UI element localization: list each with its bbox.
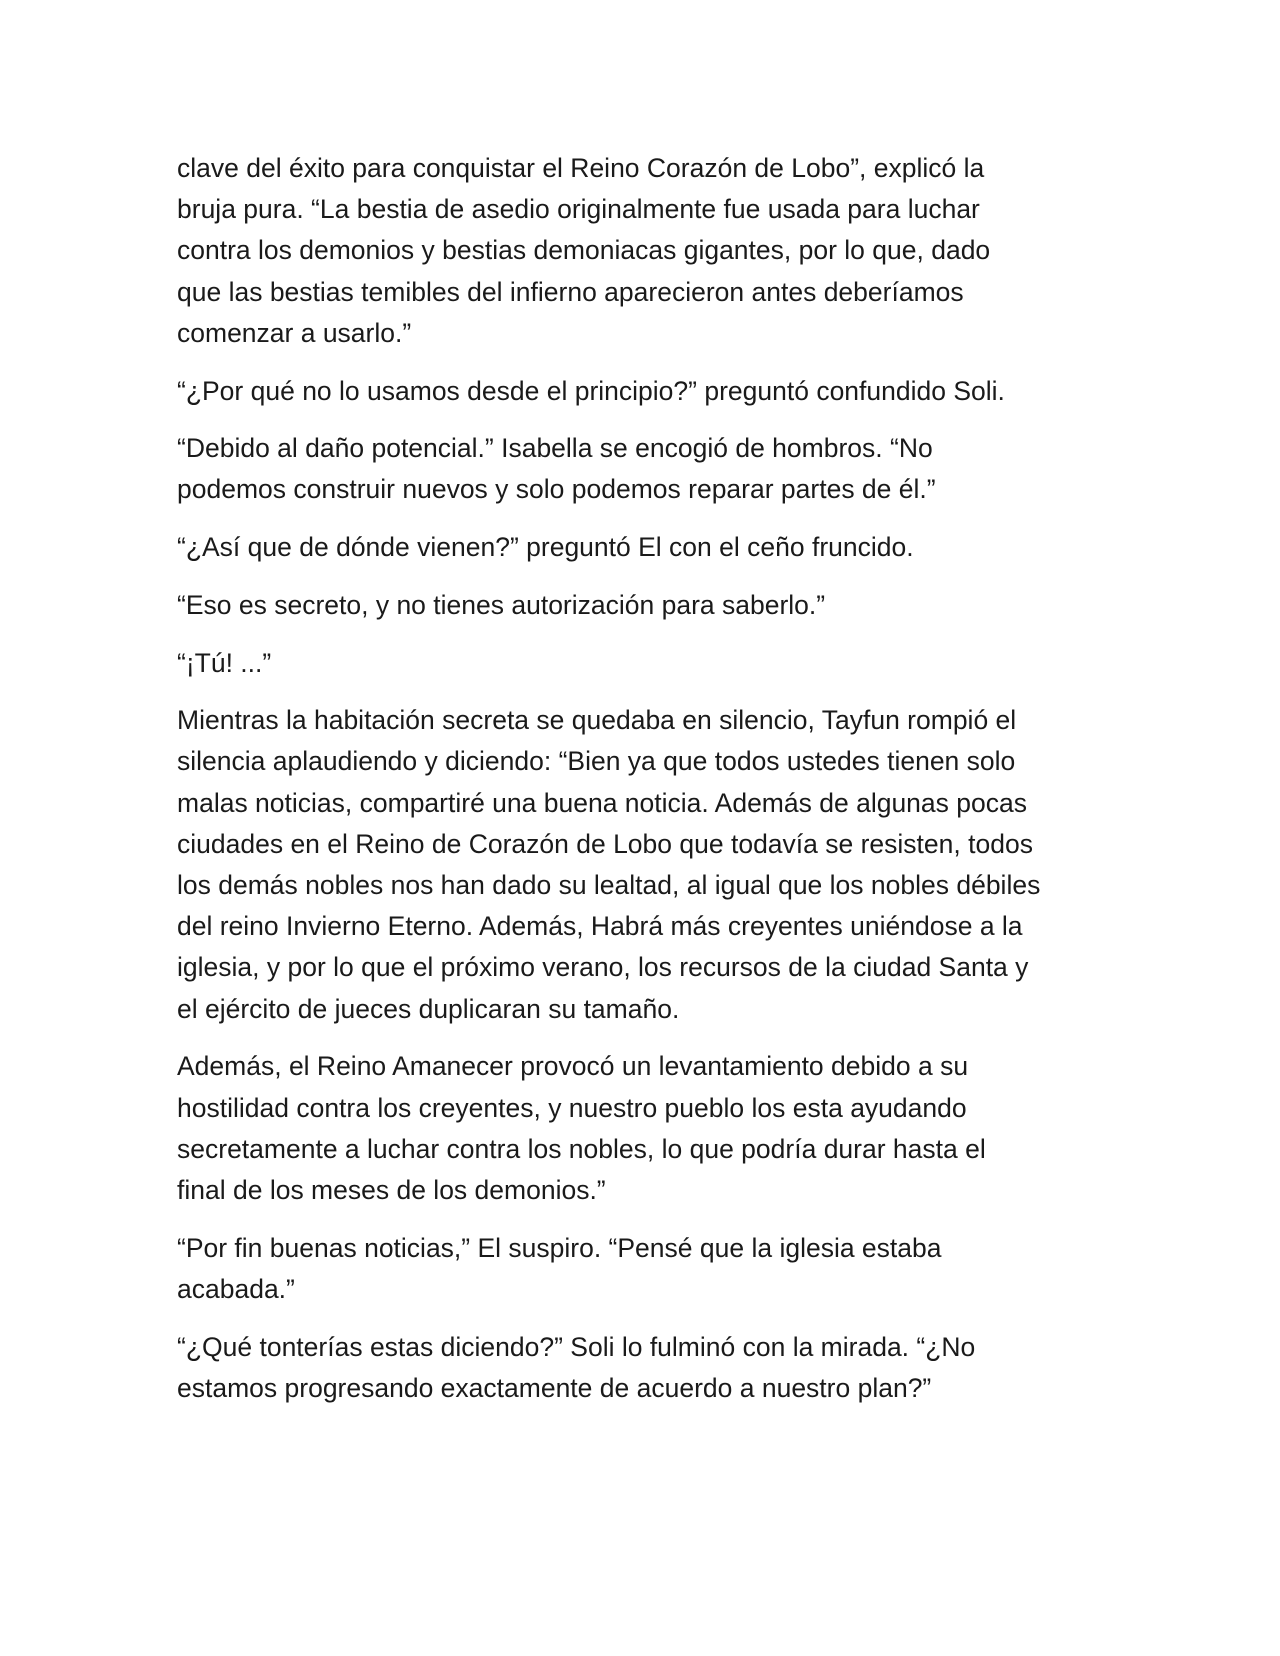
paragraph-2: “¿Por qué no lo usamos desde el principio?” preguntó confundido Soli. [177,375,1005,406]
paragraph-3: “Debido al daño potencial.” Isabella se encogió de hombros. “No podemos construir nuevos y solo podemos reparar partes de él.” [177,433,936,505]
paragraph-7: Mientras la habitación secreta se quedaba en silencio, Tayfun rompió el silencia aplaudiendo y diciendo: “Bien ya que todos ustedes tienen solo malas noticias, compartiré una buena noticia. Además de algunas pocas ciudades en el Reino de Corazón de Lobo que todavía se resisten, todos los demás nobles nos han dado su lealtad, al igual que los nobles débiles del reino Invierno Eterno. Además, Habrá más creyentes uniéndose a la iglesia, y por lo que el próximo verano, los recursos de la ciudad Santa y el ejército de jueces duplicaran su tamaño. [177,705,1041,1024]
paragraph-5: “Eso es secreto, y no tienes autorización para saberlo.” [177,589,826,620]
paragraph-4: “¿Así que de dónde vienen?” preguntó El con el ceño fruncido. [177,532,914,563]
paragraph-9: “Por fin buenas noticias,” El suspiro. “Pensé que la iglesia estaba acabada.” [177,1232,942,1304]
paragraph-8: Además, el Reino Amanecer provocó un levantamiento debido a su hostilidad contra los creyentes, y nuestro pueblo los esta ayudando secretamente a luchar contra los nobles, lo que podría durar hasta el final de los meses de los demonios.” [177,1051,986,1205]
paragraph-6: “¡Tú! ...” [177,647,272,678]
paragraph-10: “¿Qué tonterías estas diciendo?” Soli lo fulminó con la mirada. “¿No estamos progresando exactamente de acuerdo a nuestro plan?” [177,1331,976,1403]
paragraph-1: clave del éxito para conquistar el Reino Corazón de Lobo”, explicó la bruja pura. “La bestia de asedio originalmente fue usada para luchar contra los demonios y bestias demoniacas gigantes, por lo que, dado que las bestias temibles del infierno aparecieron antes deberíamos comenzar a usarlo.” [177,153,991,348]
document-body [177,148,1107,1425]
